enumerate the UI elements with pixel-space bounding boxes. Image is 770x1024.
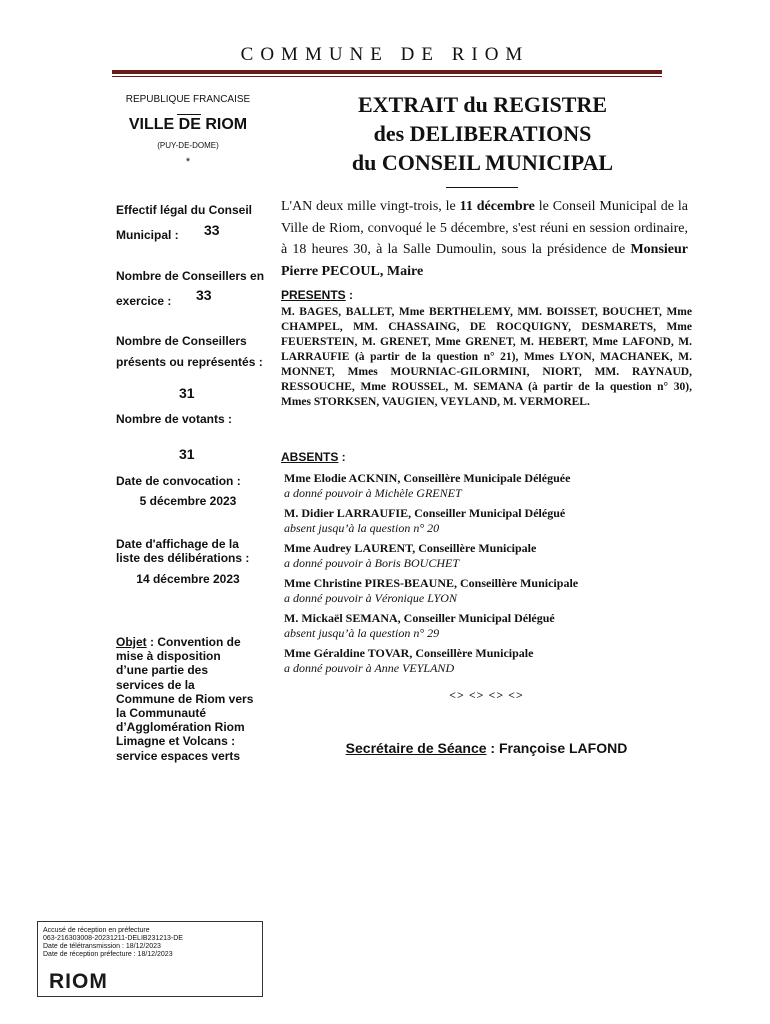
ville-overline	[177, 114, 201, 115]
republique-label: REPUBLIQUE FRANCAISE	[125, 94, 251, 105]
stamp-line: 063-216303008-20231211-DELIB231213-DE	[43, 935, 183, 942]
intro-president: Monsieur Pierre PECOUL, Maire	[281, 242, 688, 279]
presents-represented-label: Nombre de Conseillers présents ou représentés :	[116, 334, 263, 369]
absent-name: Mme Elodie ACKNIN, Conseillère Municipale Déléguée	[284, 471, 571, 485]
absent-note: a donné pouvoir à Véronique LYON	[284, 591, 457, 605]
absent-name: Mme Christine PIRES-BEAUNE, Conseillère Municipale	[284, 576, 579, 590]
effectif-value: 33	[204, 222, 220, 238]
conseillers-exercice-value: 33	[196, 287, 212, 303]
absents-heading: ABSENTS :	[281, 450, 346, 464]
votants-label: Nombre de votants :	[116, 412, 233, 426]
title-rule	[446, 187, 518, 188]
secretaire-value: : Françoise LAFOND	[486, 740, 628, 756]
title-line-1: EXTRAIT du REGISTRE	[357, 92, 608, 117]
secretaire-label: Secrétaire de Séance	[345, 740, 487, 756]
convocation-value: 5 décembre 2023	[139, 494, 237, 508]
absent-name: Mme Géraldine TOVAR, Conseillère Municipale	[284, 646, 534, 660]
objet-text: : Convention de mise à disposition d’une partie des services de la Commune de Riom vers la Communauté d’Agglomération Riom Limagne et Volcans : service espaces verts	[116, 635, 254, 763]
absent-entry	[284, 471, 694, 501]
presents-heading-label: PRESENTS	[281, 288, 346, 302]
stamp-line: Date de réception préfecture : 18/12/2023	[43, 951, 173, 958]
affichage-label: Date d'affichage de la liste des délibérations :	[116, 537, 250, 565]
absent-entry	[284, 506, 694, 536]
absent-entry	[284, 646, 694, 676]
objet-label: Objet	[116, 635, 147, 649]
presents-represented-value: 31	[179, 385, 195, 401]
presents-list: M. BAGES, BALLET, Mme BERTHELEMY, MM. BOISSET, BOUCHET, Mme CHAMPEL, MM. CHASSAING, DE ROCQUIGNY, DESMARETS, Mme FEUERSTEIN, M. GRENET, Mme GRENET, M. HEBERT, Mme LAFOND, M. LARRAUFIE (à partir de la question n° 21), Mmes LYON, MACHANEK, M. MONNET, Mmes MOURNIAC-GILORMINI, NIORT, MM. RAYNAUD, RESSOUCHE, Mme ROUSSEL, M. SEMANA (à partir de la question n° 30), Mmes STORKSEN, VAUGIEN, VEYLAND, M. VERMOREL.	[281, 306, 692, 408]
absent-entry	[284, 576, 694, 606]
star-mark: *	[185, 156, 191, 168]
absent-note: a donné pouvoir à Anne VEYLAND	[284, 661, 455, 675]
affichage-value: 14 décembre 2023	[136, 572, 240, 586]
title-line-3: du CONSEIL MUNICIPAL	[351, 150, 614, 175]
riom-logo	[48, 969, 114, 991]
convocation-label: Date de convocation :	[116, 474, 241, 488]
secretaire-line	[281, 740, 692, 756]
absent-note: absent jusqu’à la question n° 20	[284, 521, 440, 535]
absent-name: M. Mickaël SEMANA, Conseiller Municipal Délégué	[284, 611, 555, 625]
absent-name: M. Didier LARRAUFIE, Conseiller Municipal Délégué	[284, 506, 566, 520]
absent-note: a donné pouvoir à Boris BOUCHET	[284, 556, 459, 570]
intro-date: 11 décembre	[459, 199, 535, 214]
section-separator: <> <> <> <>	[449, 688, 524, 702]
conseillers-exercice-label: Nombre de Conseillers en exercice :	[116, 269, 265, 308]
header-rule-thin	[112, 76, 662, 77]
intro-paragraph	[281, 196, 688, 282]
absent-note: a donné pouvoir à Michèle GRENET	[284, 486, 462, 500]
absent-name: Mme Audrey LAURENT, Conseillère Municipale	[284, 541, 537, 555]
document-title	[290, 90, 675, 177]
riom-logo-text: RIOM	[49, 970, 108, 991]
votants-value: 31	[179, 446, 195, 462]
absents-heading-label: ABSENTS	[281, 450, 339, 464]
absent-note: absent jusqu’à la question n° 29	[284, 626, 440, 640]
header-rule	[112, 70, 662, 74]
departement-label: (PUY-DE-DOME)	[157, 141, 219, 150]
objet-block	[116, 635, 256, 763]
presents-heading: PRESENTS :	[281, 288, 354, 302]
absent-entry	[284, 611, 694, 641]
intro-start: L'AN deux mille vingt-trois, le	[281, 199, 460, 214]
prefecture-stamp	[37, 921, 263, 997]
commune-heading: COMMUNE DE RIOM	[240, 44, 530, 65]
title-line-2: des DELIBERATIONS	[373, 121, 592, 146]
intro-middle: le Conseil Municipal de la Ville de Riom, convoqué le 5 décembre, s'est réuni en session ordinaire, à 18 heures 30, à la Salle Dumoulin, sous la présidence de	[281, 199, 689, 257]
ville-label: VILLE DE RIOM	[128, 116, 248, 133]
absent-entry	[284, 541, 694, 571]
stamp-line: Date de télétransmission : 18/12/2023	[43, 943, 161, 950]
effectif-label: Effectif légal du Conseil Municipal :	[116, 203, 253, 242]
stamp-line: Accusé de réception en préfecture	[43, 927, 150, 934]
